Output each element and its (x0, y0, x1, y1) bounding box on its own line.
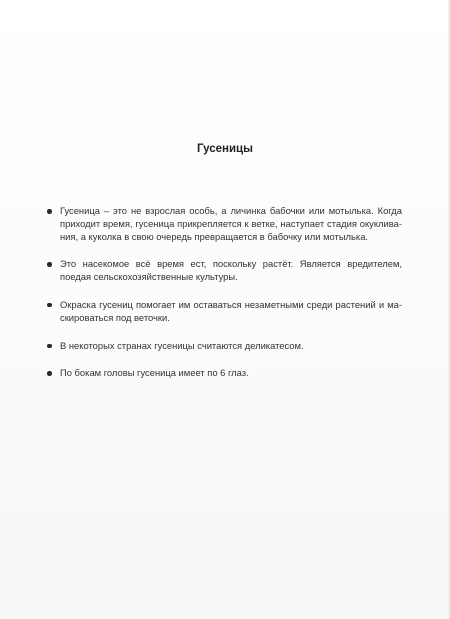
fact-list (44, 205, 402, 395)
list-item: Гусеница – это не взрослая особь, а личинка бабочки или мотылька. Когда приходит время, гусеница прикрепляется к ветке, наступает стадия окуклива-ния, а куколка в свою очередь превращается в бабочку или мотылька. (44, 205, 402, 243)
list-item: В некоторых странах гусеницы считаются деликатесом. (44, 340, 402, 353)
list-item: Окраска гусениц помогает им оставаться незаметными среди растений и ма-скироваться под веточки. (44, 299, 402, 325)
list-item: Это насекомое всё время ест, поскольку растёт. Является вредителем, поедая сельскохозяйственные культуры. (44, 258, 402, 284)
page-title: Гусеницы (197, 143, 253, 155)
list-item: По бокам головы гусеница имеет по 6 глаз. (44, 367, 402, 380)
